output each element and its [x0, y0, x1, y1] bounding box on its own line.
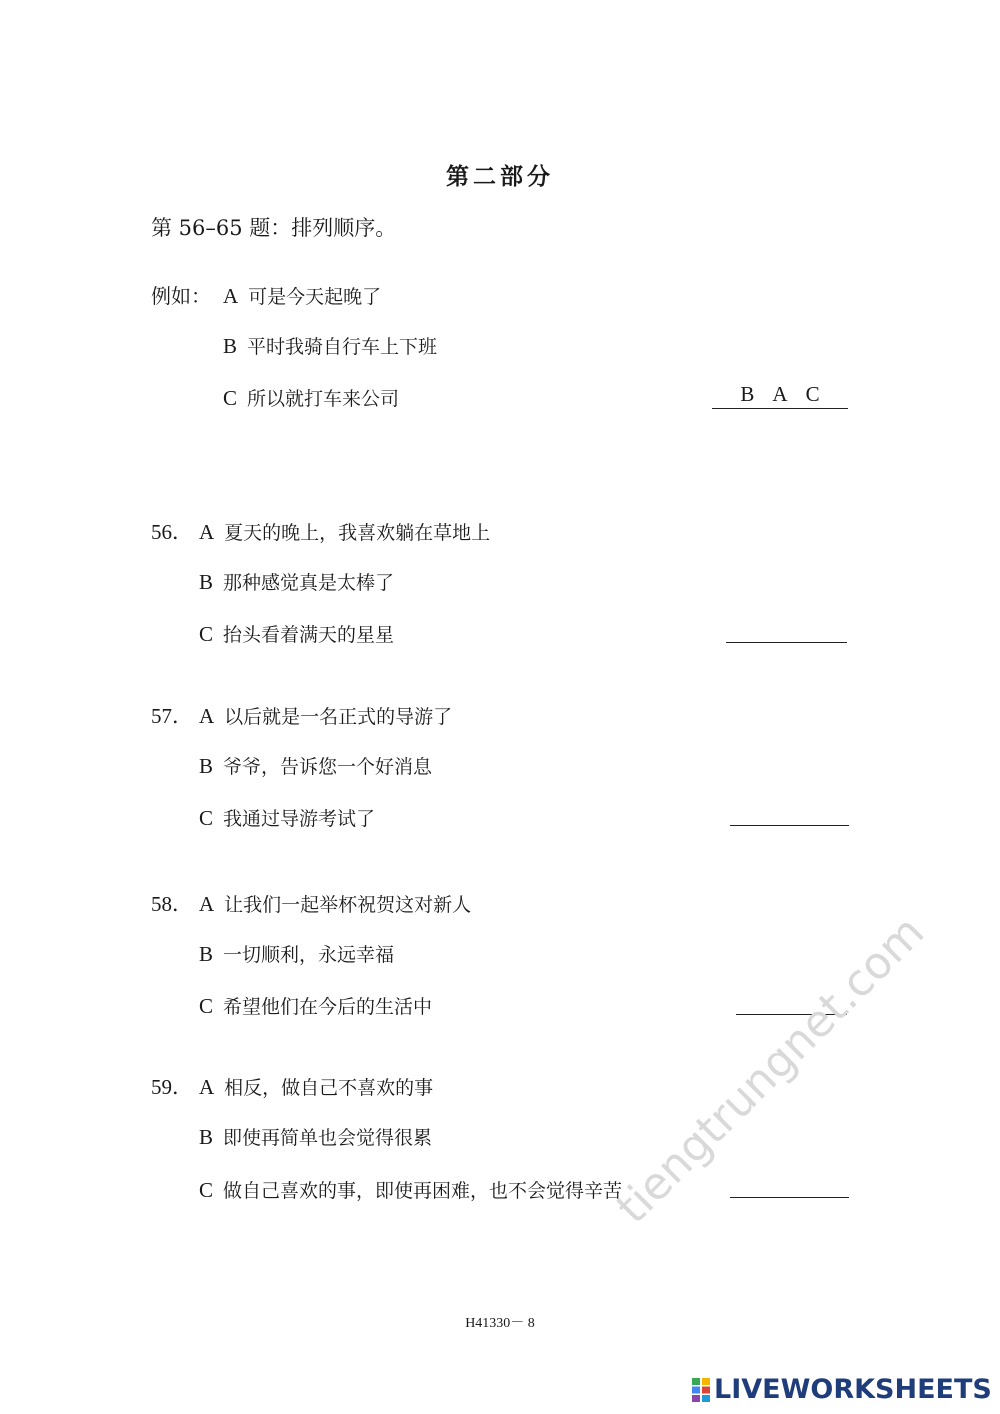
- question-number: 59．: [151, 1075, 193, 1099]
- option-text: 所以就打车来公司: [247, 388, 400, 410]
- answer-blank-56[interactable]: [726, 642, 847, 643]
- example-prefix: 例如：: [151, 284, 211, 308]
- option-label: C: [223, 386, 238, 410]
- question-57-option-a: [151, 700, 452, 730]
- option-text: 爷爷，告诉您一个好消息: [223, 756, 433, 778]
- example-option-b: [223, 332, 437, 359]
- question-58-option-c: [199, 992, 432, 1019]
- option-text: 希望他们在今后的生活中: [223, 996, 433, 1018]
- question-59-option-b: [199, 1123, 432, 1150]
- question-56-option-a: [151, 516, 490, 546]
- option-text: 夏天的晚上，我喜欢躺在草地上: [224, 522, 491, 544]
- option-text: 以后就是一名正式的导游了: [224, 706, 453, 728]
- brand-logo[interactable]: [692, 1374, 992, 1405]
- option-label: B: [199, 570, 214, 594]
- example-option-a: [151, 280, 381, 309]
- option-label: A: [199, 704, 215, 728]
- option-label: C: [199, 806, 214, 830]
- option-label: A: [199, 520, 215, 544]
- watermark: tiengtrungnet.com: [606, 906, 935, 1234]
- option-text: 做自己喜欢的事，即使再困难，也不会觉得辛苦: [223, 1180, 623, 1202]
- option-label: B: [223, 334, 238, 358]
- option-text: 那种感觉真是太棒了: [223, 572, 395, 594]
- option-text: 可是今天起晚了: [248, 286, 382, 308]
- option-label: B: [199, 942, 214, 966]
- question-number: 56．: [151, 520, 193, 544]
- option-label: B: [199, 1125, 214, 1149]
- question-58-option-a: [151, 888, 471, 918]
- option-label: C: [199, 994, 214, 1018]
- answer-blank-57[interactable]: [730, 825, 849, 826]
- liveworksheets-logo-icon: [692, 1378, 710, 1402]
- option-text: 我通过导游考试了: [223, 808, 376, 830]
- question-57-option-b: [199, 752, 432, 779]
- option-label: A: [223, 284, 239, 308]
- option-text: 一切顺利，永远幸福: [223, 944, 395, 966]
- option-label: B: [199, 754, 214, 778]
- option-text: 相反，做自己不喜欢的事: [224, 1077, 434, 1099]
- option-text: 平时我骑自行车上下班: [247, 336, 438, 358]
- example-answer: B A C: [712, 382, 848, 409]
- page-footer: H41330－ 8: [465, 1316, 535, 1331]
- question-number: 57．: [151, 704, 193, 728]
- question-number: 58．: [151, 892, 193, 916]
- answer-blank-59[interactable]: [730, 1197, 849, 1198]
- example-option-c: [223, 384, 399, 411]
- question-56-option-b: [199, 568, 394, 595]
- instructions: 第 56–65 题：排列顺序。: [151, 216, 397, 240]
- option-label: A: [199, 892, 215, 916]
- question-56-option-c: [199, 620, 394, 647]
- option-text: 抬头看着满天的星星: [223, 624, 395, 646]
- option-label: A: [199, 1075, 215, 1099]
- question-57-option-c: [199, 804, 375, 831]
- question-58-option-b: [199, 940, 394, 967]
- question-59-option-c: [199, 1176, 622, 1203]
- question-59-option-a: [151, 1071, 433, 1101]
- option-label: C: [199, 622, 214, 646]
- section-title: 第二部分: [446, 163, 554, 190]
- brand-name: LIVEWORKSHEETS: [714, 1374, 992, 1405]
- option-text: 即使再简单也会觉得很累: [223, 1127, 433, 1149]
- option-label: C: [199, 1178, 214, 1202]
- option-text: 让我们一起举杯祝贺这对新人: [224, 894, 472, 916]
